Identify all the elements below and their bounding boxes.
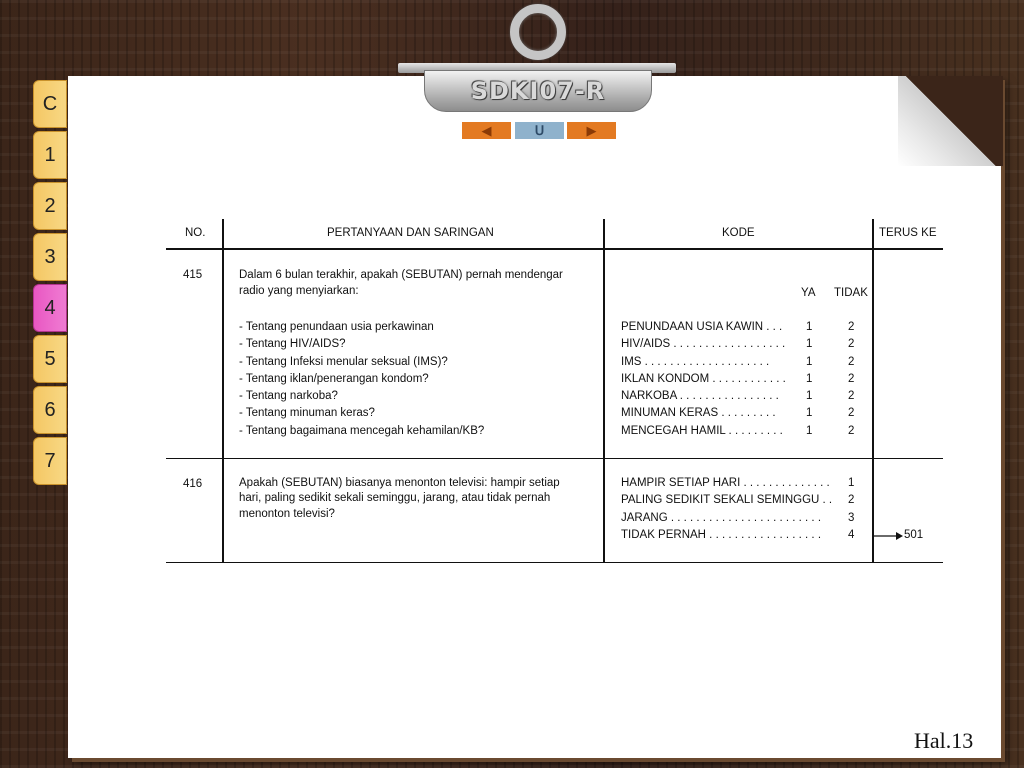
code-ya: 1 [806, 390, 813, 402]
col-ya-label: YA [801, 287, 816, 299]
code-tidak: 2 [848, 390, 855, 402]
tab-label: 4 [44, 296, 56, 319]
question-number: 416 [183, 478, 203, 490]
list-item: - Tentang minuman keras? [239, 407, 375, 419]
code-tidak: 2 [848, 321, 855, 333]
code-ya: 1 [806, 321, 813, 333]
code-label: IKLAN KONDOM . . . . . . . . . . . . [621, 373, 786, 385]
return-icon: ᑌ [534, 122, 545, 138]
list-item: - Tentang penundaan usia perkawinan [239, 321, 434, 333]
skip-target: 501 [904, 529, 924, 541]
col-header-question: PERTANYAAN DAN SARINGAN [327, 227, 494, 239]
col-header-code: KODE [722, 227, 755, 239]
tab-5[interactable] [33, 335, 67, 383]
code-tidak: 2 [848, 373, 855, 385]
tab-7[interactable] [33, 437, 67, 485]
question-number: 415 [183, 269, 203, 281]
tab-label: 6 [44, 398, 56, 421]
col-header-skip: TERUS KE [879, 227, 937, 239]
code-tidak: 2 [848, 356, 855, 368]
clip-plate [424, 70, 652, 112]
option-label: TIDAK PERNAH . . . . . . . . . . . . . . . . . . [621, 529, 822, 541]
question-text: hari, paling sedikit sekali seminggu, jarang, atau tidak pernah [239, 492, 551, 504]
code-label: MENCEGAH HAMIL . . . . . . . . . [621, 425, 783, 437]
code-tidak: 2 [848, 338, 855, 350]
list-item: - Tentang iklan/penerangan kondom? [239, 373, 429, 385]
prev-button[interactable] [462, 122, 511, 139]
col-divider-2 [603, 219, 605, 563]
tab-4[interactable] [33, 284, 67, 332]
page-number: Hal.13 [914, 728, 974, 753]
list-item: - Tentang Infeksi menular seksual (IMS)? [239, 356, 448, 368]
tab-label: 5 [44, 347, 56, 370]
code-tidak: 2 [848, 407, 855, 419]
next-button[interactable] [567, 122, 616, 139]
tab-c[interactable] [33, 80, 67, 128]
code-label: NARKOBA . . . . . . . . . . . . . . . . [621, 390, 779, 402]
tab-3[interactable] [33, 233, 67, 281]
code-tidak: 2 [848, 425, 855, 437]
paper-sheet [68, 76, 1001, 758]
document-title: SDKI07-R [470, 77, 606, 105]
col-tidak-label: TIDAK [834, 287, 868, 299]
col-divider-1 [222, 219, 224, 563]
code-ya: 1 [806, 407, 813, 419]
tab-6[interactable] [33, 386, 67, 434]
tab-label: 7 [44, 449, 56, 472]
arrow-left-icon: ◀ [481, 122, 492, 138]
tab-label: C [42, 92, 58, 115]
page-curl [898, 76, 1003, 166]
question-text: Apakah (SEBUTAN) biasanya menonton televisi: hampir setiap [239, 477, 560, 489]
clip-ring [510, 4, 566, 60]
table-top-border [166, 248, 943, 250]
option-label: JARANG . . . . . . . . . . . . . . . . . . . . . . . . [621, 512, 822, 524]
code-label: MINUMAN KERAS . . . . . . . . . [621, 407, 776, 419]
option-code: 3 [848, 512, 855, 524]
option-code: 1 [848, 477, 855, 489]
skip-arrow-icon [874, 530, 904, 542]
code-label: PENUNDAAN USIA KAWIN . . . [621, 321, 783, 333]
option-label: PALING SEDIKIT SEKALI SEMINGGU . . [621, 494, 833, 506]
question-text: menonton televisi? [239, 508, 335, 520]
row-divider [166, 458, 943, 459]
list-item: - Tentang bagaimana mencegah kehamilan/KB? [239, 425, 485, 437]
col-divider-3 [872, 219, 874, 563]
question-text: radio yang menyiarkan: [239, 285, 359, 297]
col-header-no: NO. [185, 227, 206, 239]
tab-label: 2 [44, 194, 56, 217]
tab-label: 1 [44, 143, 56, 166]
option-code: 4 [848, 529, 855, 541]
list-item: - Tentang narkoba? [239, 390, 338, 402]
code-ya: 1 [806, 425, 813, 437]
code-label: IMS . . . . . . . . . . . . . . . . . . . . [621, 356, 770, 368]
tab-label: 3 [44, 245, 56, 268]
option-code: 2 [848, 494, 855, 506]
list-item: - Tentang HIV/AIDS? [239, 338, 346, 350]
option-label: HAMPIR SETIAP HARI . . . . . . . . . . . . . . [621, 477, 830, 489]
home-button[interactable] [515, 122, 564, 139]
code-label: HIV/AIDS . . . . . . . . . . . . . . . . . . [621, 338, 786, 350]
arrow-right-icon: ▶ [586, 122, 597, 138]
table-bottom-border [166, 562, 943, 563]
code-ya: 1 [806, 338, 813, 350]
tab-1[interactable] [33, 131, 67, 179]
question-text: Dalam 6 bulan terakhir, apakah (SEBUTAN) pernah mendengar [239, 269, 563, 281]
code-ya: 1 [806, 373, 813, 385]
tab-2[interactable] [33, 182, 67, 230]
code-ya: 1 [806, 356, 813, 368]
